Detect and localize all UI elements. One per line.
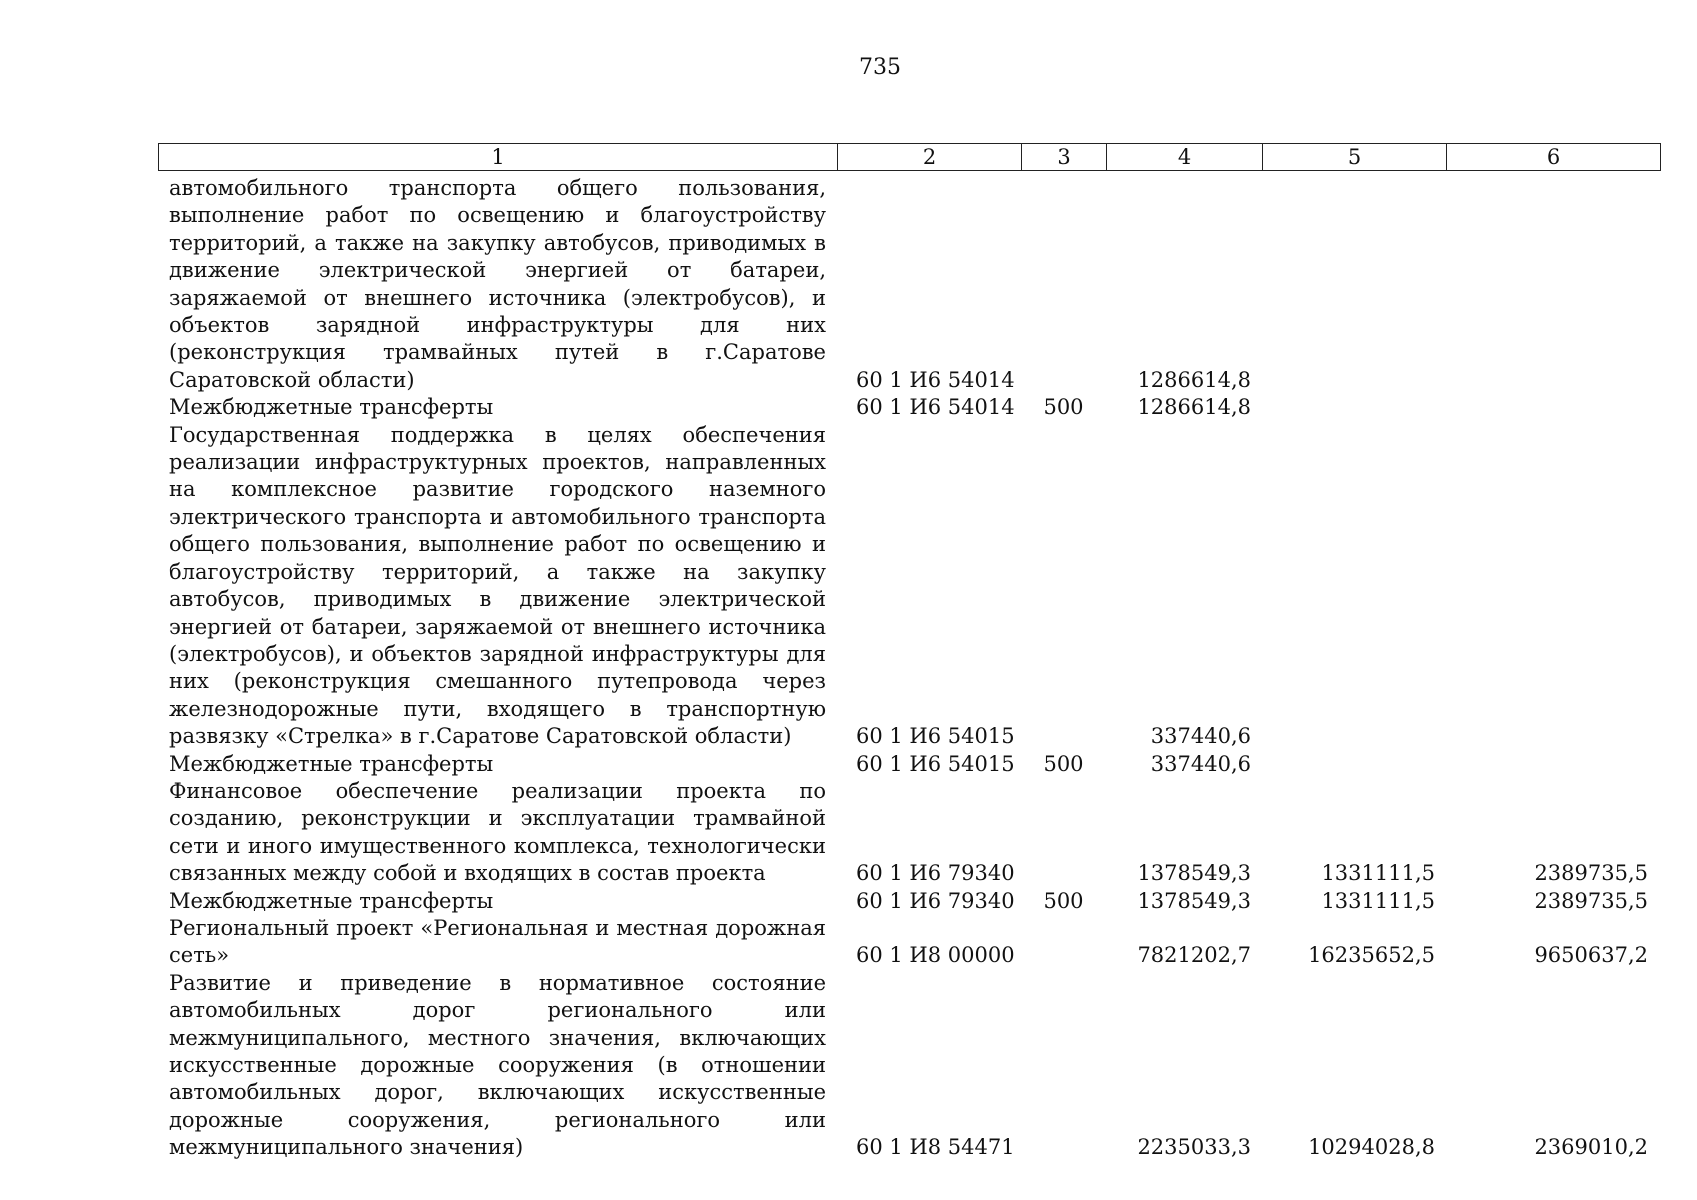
row-name: Межбюджетные трансферты [169, 751, 494, 776]
row-value-4: 1286614,8 [1137, 367, 1251, 392]
table-row [158, 970, 1659, 1162]
row-code: 60 1 И8 54471 [856, 1135, 1015, 1160]
row-type: 500 [1043, 888, 1084, 913]
row-name: Государственная поддержка в целях обеспечения реализации инфраструктурных проектов, направленных на комплексное развитие городского наземного электрического транспорта и автомобильного транспорта общего пользования, выполнение работ по освещению и благоустройству территорий, а также на закупку автобусов, приводимых в движение электрической энергией от батареи, заряжаемой от внешнего источника (электробусов), и объектов зарядной инфраструктуры для них (реконструкция смешанного путепровода через железнодорожные пути, входящего в транспортную развязку «Стрелка» в г.Саратове Саратовской области) [169, 422, 826, 749]
page-number: 735 [859, 55, 901, 80]
table-row [158, 915, 1659, 970]
row-code: 60 1 И6 79340 [856, 888, 1015, 913]
row-type: 500 [1043, 751, 1084, 776]
row-value-5: 1331111,5 [1321, 888, 1435, 913]
row-value-5: 10294028,8 [1308, 1135, 1435, 1160]
row-type: 500 [1043, 395, 1084, 420]
row-code: 60 1 И6 54014 [856, 367, 1015, 392]
column-header-2: 2 [838, 144, 1022, 170]
row-value-4: 1378549,3 [1137, 861, 1251, 886]
row-value-5: 1331111,5 [1321, 861, 1435, 886]
row-name: Межбюджетные трансферты [169, 395, 494, 420]
row-code: 60 1 И8 00000 [856, 943, 1015, 968]
row-value-4: 1286614,8 [1137, 395, 1251, 420]
column-header-6: 6 [1546, 145, 1561, 169]
table-header [158, 143, 1661, 171]
row-value-4: 1378549,3 [1137, 888, 1251, 913]
row-value-6: 9650637,2 [1534, 943, 1648, 968]
row-name: Финансовое обеспечение реализации проекта по созданию, реконструкции и эксплуатации трамвайной сети и иного имущественного комплекса, технологически связанных между собой и входящих в состав проекта [169, 778, 826, 886]
column-header-5: 5 [1263, 144, 1447, 170]
row-value-4: 337440,6 [1150, 724, 1251, 749]
column-header-3: 3 [1022, 144, 1107, 170]
row-name: автомобильного транспорта общего пользования, выполнение работ по освещению и благоустройству территорий, а также на закупку автобусов, приводимых в движение электрической энергией от батареи, заряжаемой от внешнего источника (электробусов), и объектов зарядной инфраструктуры для них (реконструкция трамвайных путей в г.Саратове Саратовской области) [169, 176, 826, 392]
row-value-6: 2369010,2 [1534, 1135, 1648, 1160]
row-value-6: 2389735,5 [1534, 888, 1648, 913]
row-code: 60 1 И6 54015 [856, 751, 1015, 776]
row-value-4: 2235033,3 [1137, 1135, 1251, 1160]
table-row [158, 778, 1659, 888]
row-value-6: 2389735,5 [1534, 861, 1648, 886]
row-name: Региональный проект «Региональная и местная дорожная сеть» [169, 915, 826, 968]
table-row [158, 175, 1659, 394]
row-code: 60 1 И6 79340 [856, 861, 1015, 886]
row-value-5: 16235652,5 [1308, 943, 1435, 968]
row-code: 60 1 И6 54014 [856, 395, 1015, 420]
table-row [158, 422, 1659, 751]
row-name: Развитие и приведение в нормативное состояние автомобильных дорог регионального или межмуниципального, местного значения, включающих искусственные дорожные сооружения (в отношении автомобильных дорог, включающих искусственные дорожные сооружения, регионального или межмуниципального значения) [169, 970, 826, 1160]
table-row [158, 888, 1659, 915]
column-header-4: 4 [1107, 144, 1263, 170]
table-row [158, 394, 1659, 421]
column-header-1: 1 [159, 144, 838, 170]
table-body [158, 175, 1659, 1162]
row-value-4: 337440,6 [1150, 751, 1251, 776]
row-name: Межбюджетные трансферты [169, 888, 494, 913]
table-row [158, 751, 1659, 778]
row-value-4: 7821202,7 [1137, 943, 1251, 968]
row-code: 60 1 И6 54015 [856, 724, 1015, 749]
